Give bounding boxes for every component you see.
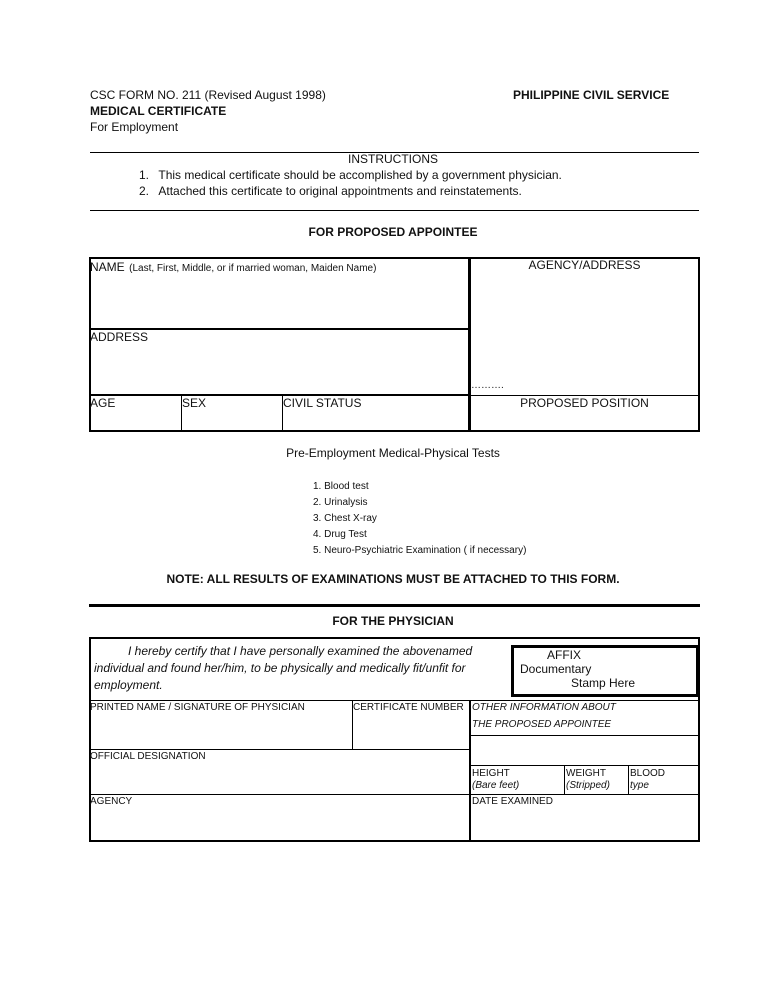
col-divider-blood bbox=[628, 765, 629, 794]
tests-heading: Pre-Employment Medical-Physical Tests bbox=[286, 446, 500, 460]
certificate-number-label: CERTIFICATE NUMBER bbox=[353, 702, 464, 713]
height-sub-label: (Bare feet) bbox=[472, 780, 520, 791]
instruction-item bbox=[139, 184, 522, 198]
certify-line-1: I hereby certify that I have personally examined the abovenamed bbox=[128, 644, 473, 658]
appointee-heading: FOR PROPOSED APPOINTEE bbox=[308, 225, 478, 239]
weight-label: WEIGHT bbox=[566, 768, 606, 779]
row-divider-1 bbox=[89, 700, 700, 701]
address-label: ADDRESS bbox=[90, 330, 149, 344]
official-designation-label: OFFICIAL DESIGNATION bbox=[90, 751, 206, 762]
instruction-item bbox=[139, 168, 562, 182]
printed-name-label: PRINTED NAME / SIGNATURE OF PHYSICIAN bbox=[90, 702, 305, 713]
instructions-heading: INSTRUCTIONS bbox=[348, 152, 438, 166]
stamp-line-3: Stamp Here bbox=[571, 676, 636, 690]
row-divider-other-info bbox=[470, 735, 700, 736]
row-divider-3 bbox=[89, 794, 700, 795]
test-item: 2. Urinalysis bbox=[313, 497, 368, 508]
dotted-leader: ………. bbox=[471, 380, 504, 391]
physician-heading: FOR THE PHYSICIAN bbox=[332, 614, 454, 628]
blood-sub-label: type bbox=[630, 780, 649, 791]
physician-divider bbox=[89, 604, 700, 607]
tests-list bbox=[313, 479, 526, 559]
instruction-number: 1. bbox=[139, 168, 150, 182]
civil-status-label: CIVIL STATUS bbox=[283, 396, 362, 410]
test-item: 5. Neuro-Psychiatric Examination ( if necessary) bbox=[313, 545, 527, 556]
address-row-divider bbox=[89, 394, 470, 396]
weight-sub-label: (Stripped) bbox=[566, 780, 610, 791]
instruction-text: This medical certificate should be accomplished by a government physician. bbox=[158, 168, 562, 182]
agency-label: AGENCY bbox=[90, 796, 133, 807]
stamp-line-1: AFFIX bbox=[547, 648, 582, 662]
row-divider-measurements bbox=[470, 765, 700, 766]
form-subtitle: For Employment bbox=[90, 120, 179, 134]
other-info-line-1: OTHER INFORMATION ABOUT bbox=[472, 702, 616, 713]
age-label: AGE bbox=[90, 396, 116, 410]
instruction-number: 2. bbox=[139, 184, 150, 198]
form-title: MEDICAL CERTIFICATE bbox=[90, 104, 227, 118]
height-label: HEIGHT bbox=[472, 768, 510, 779]
name-label-main: NAME bbox=[90, 260, 125, 274]
name-label-sub: (Last, First, Middle, or if married woman, Maiden Name) bbox=[129, 263, 377, 274]
stamp-line-2: Documentary bbox=[520, 662, 592, 676]
proposed-position-label: PROPOSED POSITION bbox=[520, 396, 649, 410]
test-item: 1. Blood test bbox=[313, 481, 369, 492]
sex-label: SEX bbox=[182, 396, 207, 410]
other-info-line-2: THE PROPOSED APPOINTEE bbox=[472, 719, 612, 730]
instruction-text: Attached this certificate to original appointments and reinstatements. bbox=[158, 184, 522, 198]
agency-address-label: AGENCY/ADDRESS bbox=[528, 258, 641, 272]
form-number: CSC FORM NO. 211 (Revised August 1998) bbox=[90, 88, 326, 102]
divider-instructions-bottom bbox=[90, 210, 699, 211]
organization-name: PHILIPPINE CIVIL SERVICE bbox=[513, 88, 670, 102]
note-text: NOTE: ALL RESULTS OF EXAMINATIONS MUST BE ATTACHED TO THIS FORM. bbox=[166, 572, 620, 586]
certify-line-3: employment. bbox=[94, 678, 163, 692]
col-divider-main bbox=[469, 700, 471, 842]
test-item: 4. Drug Test bbox=[313, 529, 367, 540]
certify-line-2: individual and found her/him, to be physically and medically fit/unfit for bbox=[94, 661, 466, 675]
name-label bbox=[90, 258, 376, 276]
test-item: 3. Chest X-ray bbox=[313, 513, 377, 524]
date-examined-label: DATE EXAMINED bbox=[472, 796, 553, 807]
row-divider-2 bbox=[89, 749, 470, 750]
blood-label: BLOOD bbox=[630, 768, 666, 779]
col-divider-weight bbox=[564, 765, 565, 794]
